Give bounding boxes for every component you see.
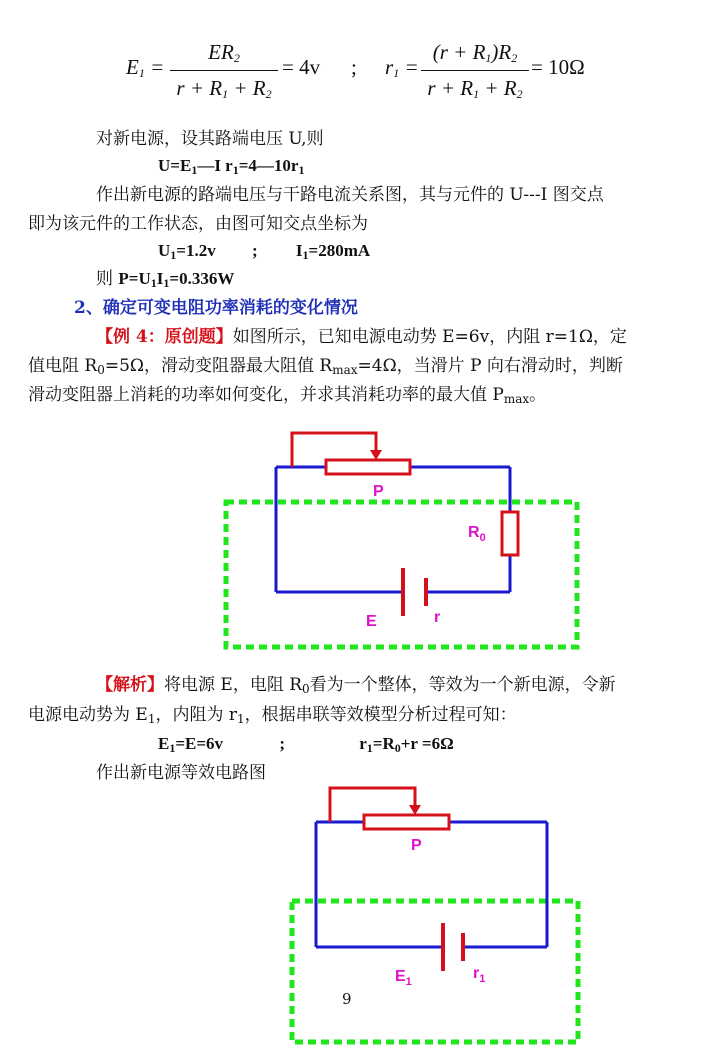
analysis-line-1: 【解析】将电源 E，电阻 $R_0$看为一个整体，等效为一个新电源，令新 — [96, 675, 616, 696]
rheostat-slider-2 — [330, 788, 415, 822]
example-line-1: 【例 4：原创题】如图所示，已知电源电动势 E=6v，内阻 r=1Ω，定 — [96, 327, 627, 347]
label-e1: $E_1$ — [395, 968, 412, 988]
circuit-wires-2 — [316, 822, 547, 947]
equation-u: $U=E_1—I$ $r_1=4—10r_1$ — [158, 156, 305, 177]
label-r0: $R_0$ — [468, 524, 486, 544]
analysis-line-2: 电源电动势为 $E_1$，内阻为 $r_1$，根据串联等效模型分析过程可知： — [28, 705, 517, 726]
example-tag: 【例 4：原创题】 — [96, 327, 233, 347]
text-line-3: 作出新电源的路端电压与干路电流关系图，其与元件的 U---I 图交点 — [96, 185, 604, 205]
label-r1: $r_1$ — [473, 965, 486, 985]
page-number: 9 — [342, 990, 352, 1008]
section-heading: 2、确定可变电阻功率消耗的变化情况 — [74, 298, 358, 318]
equivalent-values: $E_1=E=6v$ ; $r_1=R_0+r =6\Omega$ — [158, 734, 454, 755]
rheostat-slider — [292, 433, 376, 467]
resistor-r0 — [502, 512, 518, 555]
power-result: 则 $P=U_1I_1=0.336W$ — [96, 269, 235, 290]
analysis-tag: 【解析】 — [96, 675, 164, 695]
circuit-diagram-2 — [0, 780, 720, 1047]
label-r: r — [434, 609, 441, 626]
final-line: 作出新电源等效电路图 — [96, 763, 266, 783]
example-line-3: 滑动变阻器上消耗的功率如何变化，并求其消耗功率的最大值 $P_{max}$。 — [28, 385, 547, 406]
rheostat-resistor-2 — [364, 815, 449, 829]
rheostat-resistor — [326, 460, 410, 474]
label-e: E — [366, 613, 377, 630]
equivalent-source-box-2 — [292, 901, 578, 1042]
text-line-4: 即为该元件的工作状态，由图可知交点坐标为 — [28, 214, 368, 234]
example-line-2: 值电阻 $R_0=5\Omega$，滑动变阻器最大阻值 $R_{max}=4\Omega$，当滑片 P 向右滑动时，判断 — [28, 356, 623, 377]
intersection-values: $U_1=1.2v$ ; $I_1=280mA$ — [158, 241, 371, 262]
formula-separator: ; — [351, 55, 357, 79]
text-line-1: 对新电源，设其路端电压 U,则 — [96, 129, 324, 149]
label-p: P — [373, 483, 384, 500]
circuit-diagram-1 — [0, 420, 720, 660]
label-p-2: P — [411, 837, 422, 854]
